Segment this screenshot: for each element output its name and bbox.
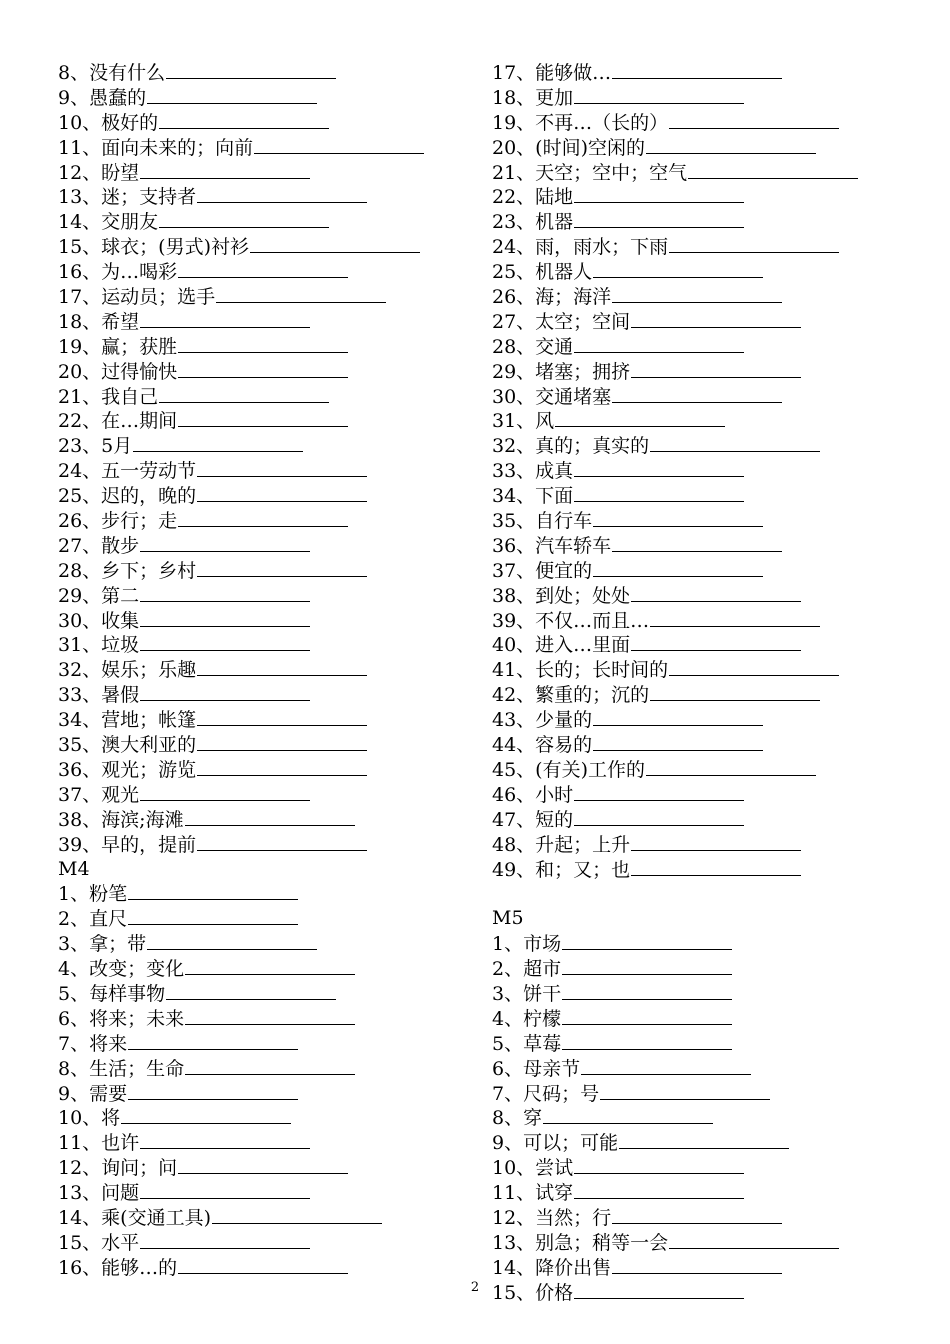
answer-blank[interactable] [250, 234, 420, 253]
vocab-item [58, 707, 478, 732]
vocab-item [492, 583, 932, 608]
vocab-label: 39、不仅…而且… [492, 609, 650, 632]
vocab-label: 41、长的；长时间的 [492, 659, 669, 682]
vocab-item [492, 657, 932, 682]
vocab-item [58, 807, 478, 832]
vocab-item [492, 782, 932, 807]
answer-blank[interactable] [574, 209, 744, 228]
answer-blank[interactable] [140, 608, 310, 627]
answer-blank[interactable] [593, 707, 763, 726]
vocab-item [492, 234, 932, 259]
vocab-label: 5、每样事物 [58, 982, 166, 1005]
vocab-item [58, 508, 478, 533]
vocab-label: 7、将来 [58, 1032, 128, 1055]
vocab-label: 3、拿；带 [58, 933, 147, 956]
vocab-item [492, 284, 932, 309]
vocab-label: 13、别急；稍等一会 [492, 1231, 669, 1254]
vocab-item [58, 608, 478, 633]
vocab-item [492, 533, 932, 558]
answer-blank[interactable] [197, 184, 367, 203]
vocab-label: 4、改变；变化 [58, 958, 185, 981]
answer-blank[interactable] [574, 458, 744, 477]
answer-blank[interactable] [140, 1130, 310, 1149]
vocab-label: 15、球衣；(男式)衬衫 [58, 236, 250, 259]
vocab-item [58, 1180, 478, 1205]
vocab-item [492, 981, 932, 1006]
vocab-label: 27、散步 [58, 534, 140, 557]
answer-blank[interactable] [562, 1006, 732, 1025]
vocab-label: 29、第二 [58, 584, 140, 607]
vocab-item [492, 632, 932, 657]
answer-blank[interactable] [562, 981, 732, 1000]
answer-blank[interactable] [631, 857, 801, 876]
vocab-item [492, 483, 932, 508]
vocab-item [492, 558, 932, 583]
vocab-item [492, 857, 932, 882]
vocab-label: 31、垃圾 [58, 634, 140, 657]
vocab-label: 2、超市 [492, 958, 562, 981]
left-column [58, 60, 478, 1280]
vocab-item [58, 110, 478, 135]
vocab-item [58, 1155, 478, 1180]
vocab-label: 24、五一劳动节 [58, 460, 197, 483]
vocab-label: 30、交通堵塞 [492, 385, 612, 408]
answer-blank[interactable] [197, 458, 367, 477]
answer-blank[interactable] [612, 1255, 782, 1274]
vocab-item [492, 1031, 932, 1056]
answer-blank[interactable] [197, 558, 367, 577]
answer-blank[interactable] [140, 1180, 310, 1199]
vocab-label: 10、将 [58, 1107, 121, 1130]
vocab-item [492, 160, 932, 185]
answer-blank[interactable] [140, 309, 310, 328]
vocab-item [58, 657, 478, 682]
vocab-label: 49、和；又；也 [492, 858, 631, 881]
answer-blank[interactable] [178, 1255, 348, 1274]
answer-blank[interactable] [178, 408, 348, 427]
vocab-label: 13、迷；支持者 [58, 186, 197, 209]
vocab-label: 6、母亲节 [492, 1057, 581, 1080]
answer-blank[interactable] [669, 657, 839, 676]
vocab-item [492, 1230, 932, 1255]
vocab-label: 28、交通 [492, 335, 574, 358]
vocab-label: 42、繁重的；沉的 [492, 684, 650, 707]
answer-blank[interactable] [646, 135, 816, 154]
answer-blank[interactable] [128, 906, 298, 925]
answer-blank[interactable] [140, 632, 310, 651]
answer-blank[interactable] [612, 533, 782, 552]
vocab-label: 14、交朋友 [58, 211, 159, 234]
vocab-label: 9、需要 [58, 1082, 128, 1105]
answer-blank[interactable] [128, 1081, 298, 1100]
answer-blank[interactable] [574, 782, 744, 801]
answer-blank[interactable] [646, 757, 816, 776]
vocab-item [492, 757, 932, 782]
vocab-label: 11、也许 [58, 1132, 140, 1155]
vocab-item [492, 931, 932, 956]
answer-blank[interactable] [574, 483, 744, 502]
vocab-label: 28、乡下；乡村 [58, 559, 197, 582]
answer-blank[interactable] [178, 259, 348, 278]
answer-blank[interactable] [216, 284, 386, 303]
answer-blank[interactable] [128, 881, 298, 900]
vocab-label: 23、机器 [492, 211, 574, 234]
vocab-item [58, 757, 478, 782]
vocab-item [492, 1180, 932, 1205]
answer-blank[interactable] [669, 1230, 839, 1249]
vocab-item [492, 85, 932, 110]
vocab-item [58, 931, 478, 956]
vocab-item [58, 558, 478, 583]
vocab-label: 25、迟的，晚的 [58, 485, 197, 508]
answer-blank[interactable] [178, 508, 348, 527]
answer-blank[interactable] [128, 1031, 298, 1050]
vocab-label: 16、为…喝彩 [58, 261, 178, 284]
answer-blank[interactable] [650, 433, 820, 452]
vocab-item [58, 682, 478, 707]
answer-blank[interactable] [574, 334, 744, 353]
answer-blank[interactable] [669, 234, 839, 253]
vocab-item [492, 682, 932, 707]
vocab-item [58, 782, 478, 807]
vocab-label: 39、早的，提前 [58, 833, 197, 856]
vocab-label: 12、询问；问 [58, 1157, 178, 1180]
vocab-item [492, 60, 932, 85]
vocab-item [58, 832, 478, 857]
vocab-label: 29、堵塞；拥挤 [492, 360, 631, 383]
answer-blank[interactable] [197, 707, 367, 726]
vocab-item [492, 334, 932, 359]
vocab-item [492, 508, 932, 533]
vocab-label: 8、穿 [492, 1107, 543, 1130]
vocab-item [58, 359, 478, 384]
answer-blank[interactable] [574, 85, 744, 104]
answer-blank[interactable] [612, 284, 782, 303]
vocab-item [492, 135, 932, 160]
answer-blank[interactable] [254, 135, 424, 154]
answer-blank[interactable] [178, 1155, 348, 1174]
vocab-label: 9、愚蠢的 [58, 86, 147, 109]
vocab-item [58, 1205, 478, 1230]
vocab-item [492, 259, 932, 284]
answer-blank[interactable] [166, 981, 336, 1000]
vocab-label: 40、进入…里面 [492, 634, 631, 657]
vocab-label: 47、短的 [492, 808, 574, 831]
vocab-item [492, 209, 932, 234]
vocab-item [492, 732, 932, 757]
vocab-item [58, 956, 478, 981]
vocab-label: 34、下面 [492, 485, 574, 508]
vocab-item [58, 981, 478, 1006]
vocab-item [58, 1255, 478, 1280]
vocab-label: 37、便宜的 [492, 559, 593, 582]
vocab-label: 14、降价出售 [492, 1256, 612, 1279]
vocab-item [492, 1081, 932, 1106]
answer-blank[interactable] [612, 1205, 782, 1224]
vocab-label: 2、直尺 [58, 908, 128, 931]
answer-blank[interactable] [600, 1081, 770, 1100]
vocab-label: 38、到处；处处 [492, 584, 631, 607]
vocab-item [58, 234, 478, 259]
answer-blank[interactable] [185, 1056, 355, 1075]
vocab-label: 12、当然；行 [492, 1206, 612, 1229]
page-number: 2 [470, 1280, 480, 1295]
right-column [492, 60, 932, 1305]
vocab-label: 36、观光；游览 [58, 758, 197, 781]
vocab-item [492, 1006, 932, 1031]
spacer-line [492, 881, 932, 906]
answer-blank[interactable] [197, 832, 367, 851]
vocab-label: M5 [492, 907, 524, 930]
vocab-label: 24、雨，雨水；下雨 [492, 236, 669, 259]
vocab-item [492, 184, 932, 209]
vocab-label: 1、粉笔 [58, 883, 128, 906]
vocab-item [58, 433, 478, 458]
vocab-item [58, 1230, 478, 1255]
vocab-label: 7、尺码；号 [492, 1082, 600, 1105]
vocab-label: 36、汽车轿车 [492, 534, 612, 557]
vocab-label: 4、柠檬 [492, 1007, 562, 1030]
answer-blank[interactable] [562, 956, 732, 975]
vocab-item [492, 408, 932, 433]
answer-blank[interactable] [631, 583, 801, 602]
vocab-label: 3、饼干 [492, 982, 562, 1005]
vocab-item [58, 732, 478, 757]
vocab-item [492, 309, 932, 334]
vocab-item [58, 1130, 478, 1155]
vocab-label: 33、暑假 [58, 684, 140, 707]
vocab-label: 8、生活；生命 [58, 1057, 185, 1080]
vocab-label: 26、步行；走 [58, 510, 178, 533]
vocab-label: 11、试穿 [492, 1182, 574, 1205]
vocab-label: 35、自行车 [492, 510, 593, 533]
vocab-label: 43、少量的 [492, 709, 593, 732]
vocab-item [58, 458, 478, 483]
vocab-label: 21、我自己 [58, 385, 159, 408]
vocab-label: 48、升起；上升 [492, 833, 631, 856]
vocab-item [492, 433, 932, 458]
vocab-label: 16、能够…的 [58, 1256, 178, 1279]
vocab-item [58, 60, 478, 85]
vocab-item [492, 832, 932, 857]
vocab-label: 33、成真 [492, 460, 574, 483]
vocab-label: 25、机器人 [492, 261, 593, 284]
answer-blank[interactable] [669, 110, 839, 129]
answer-blank[interactable] [593, 732, 763, 751]
answer-blank[interactable] [185, 956, 355, 975]
vocab-item [58, 632, 478, 657]
vocab-label: 13、问题 [58, 1182, 140, 1205]
vocab-label: 31、风 [492, 410, 555, 433]
vocab-item [58, 1081, 478, 1106]
vocab-item [58, 483, 478, 508]
answer-blank[interactable] [197, 732, 367, 751]
answer-blank[interactable] [140, 160, 310, 179]
vocab-item [58, 1031, 478, 1056]
answer-blank[interactable] [631, 359, 801, 378]
answer-blank[interactable] [593, 508, 763, 527]
vocab-label: 6、将来；未来 [58, 1007, 185, 1030]
answer-blank[interactable] [574, 1180, 744, 1199]
vocab-label: 10、极好的 [58, 111, 159, 134]
answer-blank[interactable] [147, 85, 317, 104]
vocab-label: 44、容易的 [492, 734, 593, 757]
vocab-item [58, 881, 478, 906]
answer-blank[interactable] [688, 160, 858, 179]
vocab-label: 21、天空；空中；空气 [492, 161, 688, 184]
answer-blank[interactable] [631, 309, 801, 328]
answer-blank[interactable] [140, 1230, 310, 1249]
vocab-label: 45、(有关)工作的 [492, 758, 646, 781]
vocab-item [492, 1130, 932, 1155]
vocab-item [492, 1255, 932, 1280]
answer-blank[interactable] [562, 931, 732, 950]
vocab-label: 1、市场 [492, 933, 562, 956]
answer-blank[interactable] [619, 1130, 789, 1149]
answer-blank[interactable] [650, 682, 820, 701]
vocab-item [58, 408, 478, 433]
answer-blank[interactable] [574, 807, 744, 826]
vocab-label: 23、5月 [58, 435, 133, 458]
answer-blank[interactable] [212, 1205, 382, 1224]
vocab-item [492, 608, 932, 633]
vocab-label: 11、面向未来的；向前 [58, 136, 254, 159]
vocab-item [58, 209, 478, 234]
vocab-label: 20、过得愉快 [58, 360, 178, 383]
answer-blank[interactable] [574, 184, 744, 203]
answer-blank[interactable] [140, 583, 310, 602]
section-header [492, 906, 932, 931]
answer-blank[interactable] [555, 408, 725, 427]
vocab-label: 22、陆地 [492, 186, 574, 209]
vocab-label: 26、海；海洋 [492, 286, 612, 309]
answer-blank[interactable] [159, 384, 329, 403]
vocab-label: 5、草莓 [492, 1032, 562, 1055]
answer-blank[interactable] [159, 110, 329, 129]
vocab-label: 19、赢；获胜 [58, 335, 178, 358]
answer-blank[interactable] [631, 632, 801, 651]
vocab-item [492, 1056, 932, 1081]
section-header [58, 857, 478, 882]
vocab-label: 8、没有什么 [58, 62, 166, 84]
answer-blank[interactable] [650, 608, 820, 627]
vocab-label: 35、澳大利亚的 [58, 734, 197, 757]
answer-blank[interactable] [140, 682, 310, 701]
vocab-item [492, 1105, 932, 1130]
answer-blank[interactable] [197, 483, 367, 502]
vocab-label: 30、收集 [58, 609, 140, 632]
vocab-item [492, 1205, 932, 1230]
vocab-item [492, 1155, 932, 1180]
vocab-item [492, 956, 932, 981]
answer-blank[interactable] [185, 807, 355, 826]
vocab-item [58, 1006, 478, 1031]
answer-blank[interactable] [593, 259, 763, 278]
vocab-label: 38、海滨;海滩 [58, 808, 184, 831]
vocab-label: 9、可以；可能 [492, 1132, 619, 1155]
answer-blank[interactable] [185, 1006, 355, 1025]
vocab-item [492, 458, 932, 483]
vocab-label: 37、观光 [58, 783, 140, 806]
vocab-item [58, 384, 478, 409]
vocab-label: 18、更加 [492, 86, 574, 109]
answer-blank[interactable] [159, 209, 329, 228]
vocab-item [58, 309, 478, 334]
answer-blank[interactable] [612, 60, 782, 79]
vocab-label: 46、小时 [492, 783, 574, 806]
vocab-item [58, 184, 478, 209]
vocab-label: 19、不再…（长的） [492, 111, 669, 134]
answer-blank[interactable] [140, 533, 310, 552]
vocab-label: 10、尝试 [492, 1157, 574, 1180]
vocab-item [58, 1105, 478, 1130]
vocab-label: 12、盼望 [58, 161, 140, 184]
answer-blank[interactable] [197, 657, 367, 676]
vocab-label: 27、太空；空间 [492, 310, 631, 333]
vocab-label: 32、真的；真实的 [492, 435, 650, 458]
vocab-item [58, 135, 478, 160]
vocab-label: M4 [58, 857, 90, 880]
answer-blank[interactable] [562, 1031, 732, 1050]
answer-blank[interactable] [147, 931, 317, 950]
answer-blank[interactable] [178, 334, 348, 353]
vocab-item [58, 284, 478, 309]
vocab-item [492, 359, 932, 384]
vocab-item [58, 334, 478, 359]
answer-blank[interactable] [574, 1155, 744, 1174]
vocab-item [58, 583, 478, 608]
vocab-label: 14、乘(交通工具) [58, 1206, 212, 1229]
vocab-item [492, 807, 932, 832]
vocab-item [58, 259, 478, 284]
vocab-label: 18、希望 [58, 310, 140, 333]
answer-blank[interactable] [593, 558, 763, 577]
answer-blank[interactable] [140, 782, 310, 801]
answer-blank[interactable] [178, 359, 348, 378]
answer-blank[interactable] [166, 60, 336, 79]
answer-blank[interactable] [543, 1105, 713, 1124]
vocab-item [492, 110, 932, 135]
vocab-item [492, 707, 932, 732]
answer-blank[interactable] [133, 433, 303, 452]
vocab-label: 34、营地；帐篷 [58, 709, 197, 732]
vocab-label: 32、娱乐；乐趣 [58, 659, 197, 682]
vocab-item [58, 85, 478, 110]
vocab-label: 15、价格 [492, 1281, 574, 1304]
vocab-label: 22、在…期间 [58, 410, 178, 433]
vocab-item [58, 1056, 478, 1081]
answer-blank[interactable] [581, 1056, 751, 1075]
vocab-item [58, 160, 478, 185]
vocab-item [492, 384, 932, 409]
vocab-label: 17、运动员；选手 [58, 286, 216, 309]
vocab-item [58, 533, 478, 558]
answer-blank[interactable] [631, 832, 801, 851]
vocab-label: 20、(时间)空闲的 [492, 136, 646, 159]
answer-blank[interactable] [121, 1105, 291, 1124]
vocab-label: 17、能够做… [492, 62, 612, 84]
answer-blank[interactable] [197, 757, 367, 776]
answer-blank[interactable] [612, 384, 782, 403]
vocab-item [58, 906, 478, 931]
vocab-label: 15、水平 [58, 1231, 140, 1254]
